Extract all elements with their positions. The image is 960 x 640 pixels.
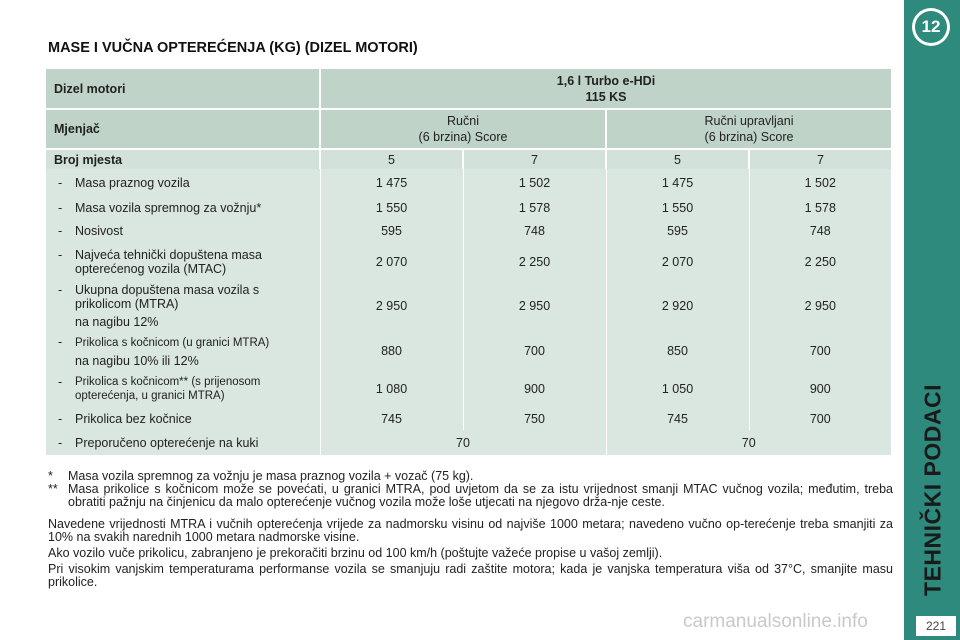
row-header-label: Dizel motori bbox=[46, 69, 320, 109]
table-row: - Nosivost 595 748 595 748 bbox=[46, 219, 891, 243]
row-label: Preporučeno opterećenje na kuki bbox=[75, 435, 259, 450]
row-sublabel: na nagibu 10% ili 12% bbox=[75, 353, 199, 368]
table-cell: 2 070 bbox=[606, 243, 749, 280]
seats-cell: 7 bbox=[749, 149, 891, 169]
chapter-number: 12 bbox=[915, 11, 947, 43]
table-row: - Prikolica s kočnicom** (s prijenosom opterećenja, u granici MTRA) 1 080 900 1 050 900 bbox=[46, 370, 891, 407]
weights-table bbox=[46, 69, 891, 455]
engine-name: 1,6 l Turbo e-HDi 115 KS bbox=[320, 69, 891, 109]
engine-header-row bbox=[46, 69, 891, 109]
seats-row bbox=[46, 149, 891, 169]
table-cell: 900 bbox=[749, 370, 891, 407]
page-number: 221 bbox=[916, 616, 956, 636]
row-label: Prikolica s kočnicom (u granici MTRA) bbox=[75, 336, 270, 349]
gearbox-label: Mjenjač bbox=[46, 109, 320, 149]
table-cell: 595 bbox=[606, 219, 749, 243]
chapter-badge bbox=[912, 8, 950, 46]
table-row: - Prikolica s kočnicom (u granici MTRA) na nagibu 10% ili 12% 880 700 850 700 bbox=[46, 332, 891, 370]
gearbox-row bbox=[46, 109, 891, 149]
table-cell: 1 550 bbox=[320, 196, 463, 219]
row-label: Prikolica bez kočnice bbox=[75, 411, 192, 426]
table-cell: 748 bbox=[749, 219, 891, 243]
table-cell: 2 950 bbox=[320, 280, 463, 332]
table-cell: 1 578 bbox=[463, 196, 606, 219]
table-cell: 70 bbox=[606, 430, 891, 455]
table-cell: 1 550 bbox=[606, 196, 749, 219]
row-label: Najveća tehnički dopuštena masa opterećenog vozila (MTAC) bbox=[75, 247, 262, 276]
paragraph: Navedene vrijednosti MTRA i vučnih opterećenja vrijede za nadmorsku visinu od najviše 1000 metara; navedeno vučno op-terećenje treba smanjiti za 10% na svakih narednih 1000 metara nadmorske visine. bbox=[48, 517, 893, 544]
row-label: Ukupna dopuštena masa vozila s prikolicom (MTRA) bbox=[75, 283, 260, 311]
notes-section bbox=[48, 470, 893, 592]
table-row: - Prikolica bez kočnice 745 750 745 700 bbox=[46, 407, 891, 430]
table-cell: 745 bbox=[606, 407, 749, 430]
gearbox-manual: Ručni (6 brzina) Score bbox=[320, 109, 606, 149]
gearbox-automated: Ručni upravljani (6 brzina) Score bbox=[606, 109, 891, 149]
seats-label: Broj mjesta bbox=[46, 149, 320, 169]
table-cell: 70 bbox=[320, 430, 606, 455]
page-title: MASE I VUČNA OPTEREĆENJA (KG) (DIZEL MOTORI) bbox=[48, 40, 418, 56]
table-cell: 2 250 bbox=[749, 243, 891, 280]
table-cell: 850 bbox=[606, 332, 749, 370]
table-cell: 2 070 bbox=[320, 243, 463, 280]
row-label: Prikolica s kočnicom** (s prijenosom opterećenja, u granici MTRA) bbox=[75, 375, 261, 402]
row-sublabel: na nagibu 12% bbox=[75, 315, 159, 329]
seats-cell: 7 bbox=[463, 149, 606, 169]
row-label: Nosivost bbox=[75, 224, 123, 238]
seats-cell: 5 bbox=[606, 149, 749, 169]
table-row: - Masa vozila spremnog za vožnju* 1 550 1 578 1 550 1 578 bbox=[46, 196, 891, 219]
table-cell: 1 050 bbox=[606, 370, 749, 407]
table-cell: 595 bbox=[320, 219, 463, 243]
chapter-title-vertical bbox=[906, 380, 960, 600]
table-cell: 1 502 bbox=[749, 169, 891, 196]
table-cell: 1 502 bbox=[463, 169, 606, 196]
footnote: * Masa vozila spremnog za vožnju je masa praznog vozila + vozač (75 kg). bbox=[48, 469, 474, 483]
table-row: - Preporučeno opterećenje na kuki 70 70 bbox=[46, 430, 891, 455]
table-cell: 1 578 bbox=[749, 196, 891, 219]
table-row: - Najveća tehnički dopuštena masa opterećenog vozila (MTAC) 2 070 2 250 2 070 2 250 bbox=[46, 243, 891, 280]
table-cell: 700 bbox=[749, 407, 891, 430]
table-cell: 700 bbox=[463, 332, 606, 370]
table-row: - Masa praznog vozila 1 475 1 502 1 475 1 502 bbox=[46, 169, 891, 196]
table-cell: 700 bbox=[749, 332, 891, 370]
paragraph: Pri visokim vanjskim temperaturama performanse vozila se smanjuju radi zaštite motora; kada je vanjska temperatura viša od 37°C, smanjite masu prikolice. bbox=[48, 562, 893, 589]
table-cell: 750 bbox=[463, 407, 606, 430]
paragraph: Ako vozilo vuče prikolicu, zabranjeno je prekoračiti brzinu od 100 km/h (poštujte važeće propise u vašoj zemlji). bbox=[48, 546, 663, 560]
seats-cell: 5 bbox=[320, 149, 463, 169]
table-row: - Ukupna dopuštena masa vozila s prikolicom (MTRA) na nagibu 12% 2 950 2 950 2 920 2 950 bbox=[46, 280, 891, 332]
table-cell: 1 475 bbox=[320, 169, 463, 196]
row-label: Masa praznog vozila bbox=[75, 175, 190, 190]
table-cell: 1 475 bbox=[606, 169, 749, 196]
table-cell: 745 bbox=[320, 407, 463, 430]
table-cell: 2 920 bbox=[606, 280, 749, 332]
table-cell: 1 080 bbox=[320, 370, 463, 407]
watermark: carmanualsonline.info bbox=[683, 611, 868, 632]
table-cell: 2 250 bbox=[463, 243, 606, 280]
table-cell: 748 bbox=[463, 219, 606, 243]
table-cell: 900 bbox=[463, 370, 606, 407]
chapter-title: TEHNIČKI PODACI bbox=[919, 384, 946, 596]
footnote: ** Masa prikolice s kočnicom može se povećati, u granici MTRA, pod uvjetom da se za istu vrijednost smanji MTAC vučnog vozila; međutim, treba obratiti pažnju na činjenicu da malo opterećenje vučnog vozila može loše utjecati na njegovo drža-nje ceste. bbox=[48, 482, 893, 509]
table-cell: 2 950 bbox=[749, 280, 891, 332]
row-label: Masa vozila spremnog za vožnju* bbox=[75, 200, 262, 215]
table-cell: 2 950 bbox=[463, 280, 606, 332]
table-cell: 880 bbox=[320, 332, 463, 370]
